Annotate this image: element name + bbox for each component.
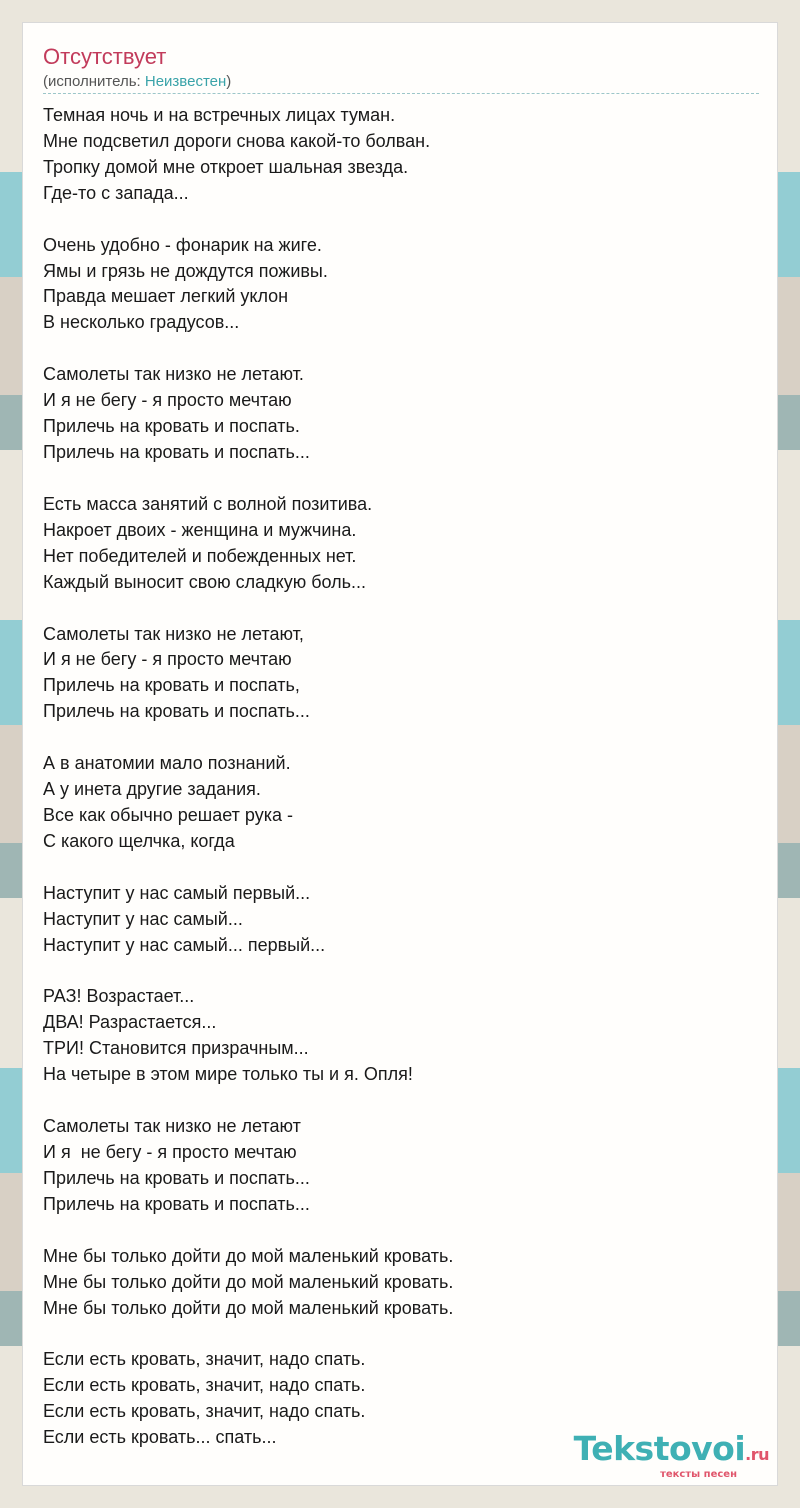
- stanza: [43, 103, 759, 207]
- lyric-line: Прилечь на кровать и поспать...: [43, 441, 310, 462]
- lyric-line: Если есть кровать, значит, надо спать.: [43, 1375, 366, 1396]
- logo-tld: .ru: [745, 1445, 769, 1464]
- lyric-line: Мне бы только дойти до мой маленький кровать.: [43, 1271, 454, 1292]
- lyric-line: И я не бегу - я просто мечтаю: [43, 1142, 297, 1162]
- lyric-line: Прилечь на кровать и поспать...: [43, 1193, 310, 1214]
- lyrics-text: [43, 103, 759, 1477]
- lyric-line: ТРИ! Становится призрачным...: [43, 1038, 309, 1059]
- lyric-line: Мне бы только дойти до мой маленький кровать.: [43, 1245, 454, 1266]
- lyric-line: А у инета другие задания.: [43, 779, 261, 800]
- lyric-line: Самолеты так низко не летают,: [43, 623, 304, 644]
- logo-name: Tekstovoi: [573, 1429, 746, 1468]
- lyric-line: Накроет двоих - женщина и мужчина.: [43, 519, 357, 540]
- lyric-line: Нет победителей и побежденных нет.: [43, 545, 357, 566]
- lyric-line: РАЗ! Возрастает...: [43, 986, 195, 1007]
- logo-wordmark: [574, 1431, 769, 1473]
- lyric-line: Наступит у нас самый первый...: [43, 882, 311, 903]
- lyric-line: Каждый выносит свою сладкую боль...: [43, 571, 367, 592]
- lyric-line: Правда мешает легкий уклон: [43, 286, 289, 307]
- lyric-line: А в анатомии мало познаний.: [43, 753, 291, 774]
- lyric-line: Самолеты так низко не летают.: [43, 364, 304, 385]
- performer-suffix: ): [226, 73, 232, 90]
- performer-prefix: (исполнитель:: [43, 73, 145, 90]
- lyric-line: Если есть кровать, значит, надо спать.: [43, 1349, 366, 1370]
- lyric-line: Где-то с запада...: [43, 182, 189, 203]
- lyric-line: Самолеты так низко не летают: [43, 1116, 301, 1137]
- stanza: [43, 984, 759, 1088]
- stanza: [43, 1114, 759, 1218]
- lyric-line: Прилечь на кровать и поспать,: [43, 675, 300, 696]
- lyrics-card: [22, 22, 778, 1486]
- lyric-line: Есть масса занятий с волной позитива.: [43, 493, 373, 514]
- lyric-line: Если есть кровать, значит, надо спать.: [43, 1401, 366, 1422]
- lyric-line: С какого щелчка, когда: [43, 830, 235, 851]
- lyric-line: На четыре в этом мире только ты и я. Опля!: [43, 1064, 413, 1085]
- lyric-line: Мне бы только дойти до мой маленький кровать.: [43, 1297, 454, 1318]
- lyric-line: Очень удобно - фонарик на жиге.: [43, 234, 322, 255]
- stanza: [43, 233, 759, 337]
- stanza: [43, 1244, 759, 1322]
- stanza: [43, 362, 759, 466]
- lyric-line: Если есть кровать... спать...: [43, 1427, 277, 1448]
- stanza: [43, 492, 759, 596]
- lyric-line: Прилечь на кровать и поспать...: [43, 1167, 310, 1188]
- lyric-line: Все как обычно решает рука -: [43, 804, 293, 825]
- artist-link[interactable]: Неизвестен: [144, 73, 227, 90]
- lyric-line: В несколько градусов...: [43, 312, 240, 333]
- lyric-line: Тропку домой мне откроет шальная звезда.: [43, 156, 409, 177]
- stanza: [43, 881, 759, 959]
- lyric-line: Ямы и грязь не дождутся поживы.: [43, 260, 328, 281]
- stanza: [43, 622, 759, 726]
- dashed-divider: [43, 93, 759, 94]
- lyric-line: Темная ночь и на встречных лицах туман.: [43, 105, 396, 125]
- lyric-line: И я не бегу - я просто мечтаю: [43, 390, 292, 411]
- lyric-line: И я не бегу - я просто мечтаю: [43, 649, 292, 670]
- lyric-line: Наступит у нас самый... первый...: [43, 934, 326, 955]
- lyric-line: Прилечь на кровать и поспать.: [43, 416, 300, 437]
- lyric-line: Мне подсветил дороги снова какой-то болван.: [43, 130, 431, 151]
- performer-line: [43, 73, 231, 90]
- logo-tagline: тексты песен: [660, 1469, 737, 1480]
- stanza: [43, 751, 759, 855]
- song-title: Отсутствует: [43, 44, 167, 69]
- lyric-line: Прилечь на кровать и поспать...: [43, 701, 310, 722]
- lyric-line: ДВА! Разрастается...: [43, 1012, 217, 1033]
- site-logo[interactable]: [574, 1431, 769, 1480]
- lyric-line: Наступит у нас самый...: [43, 908, 243, 929]
